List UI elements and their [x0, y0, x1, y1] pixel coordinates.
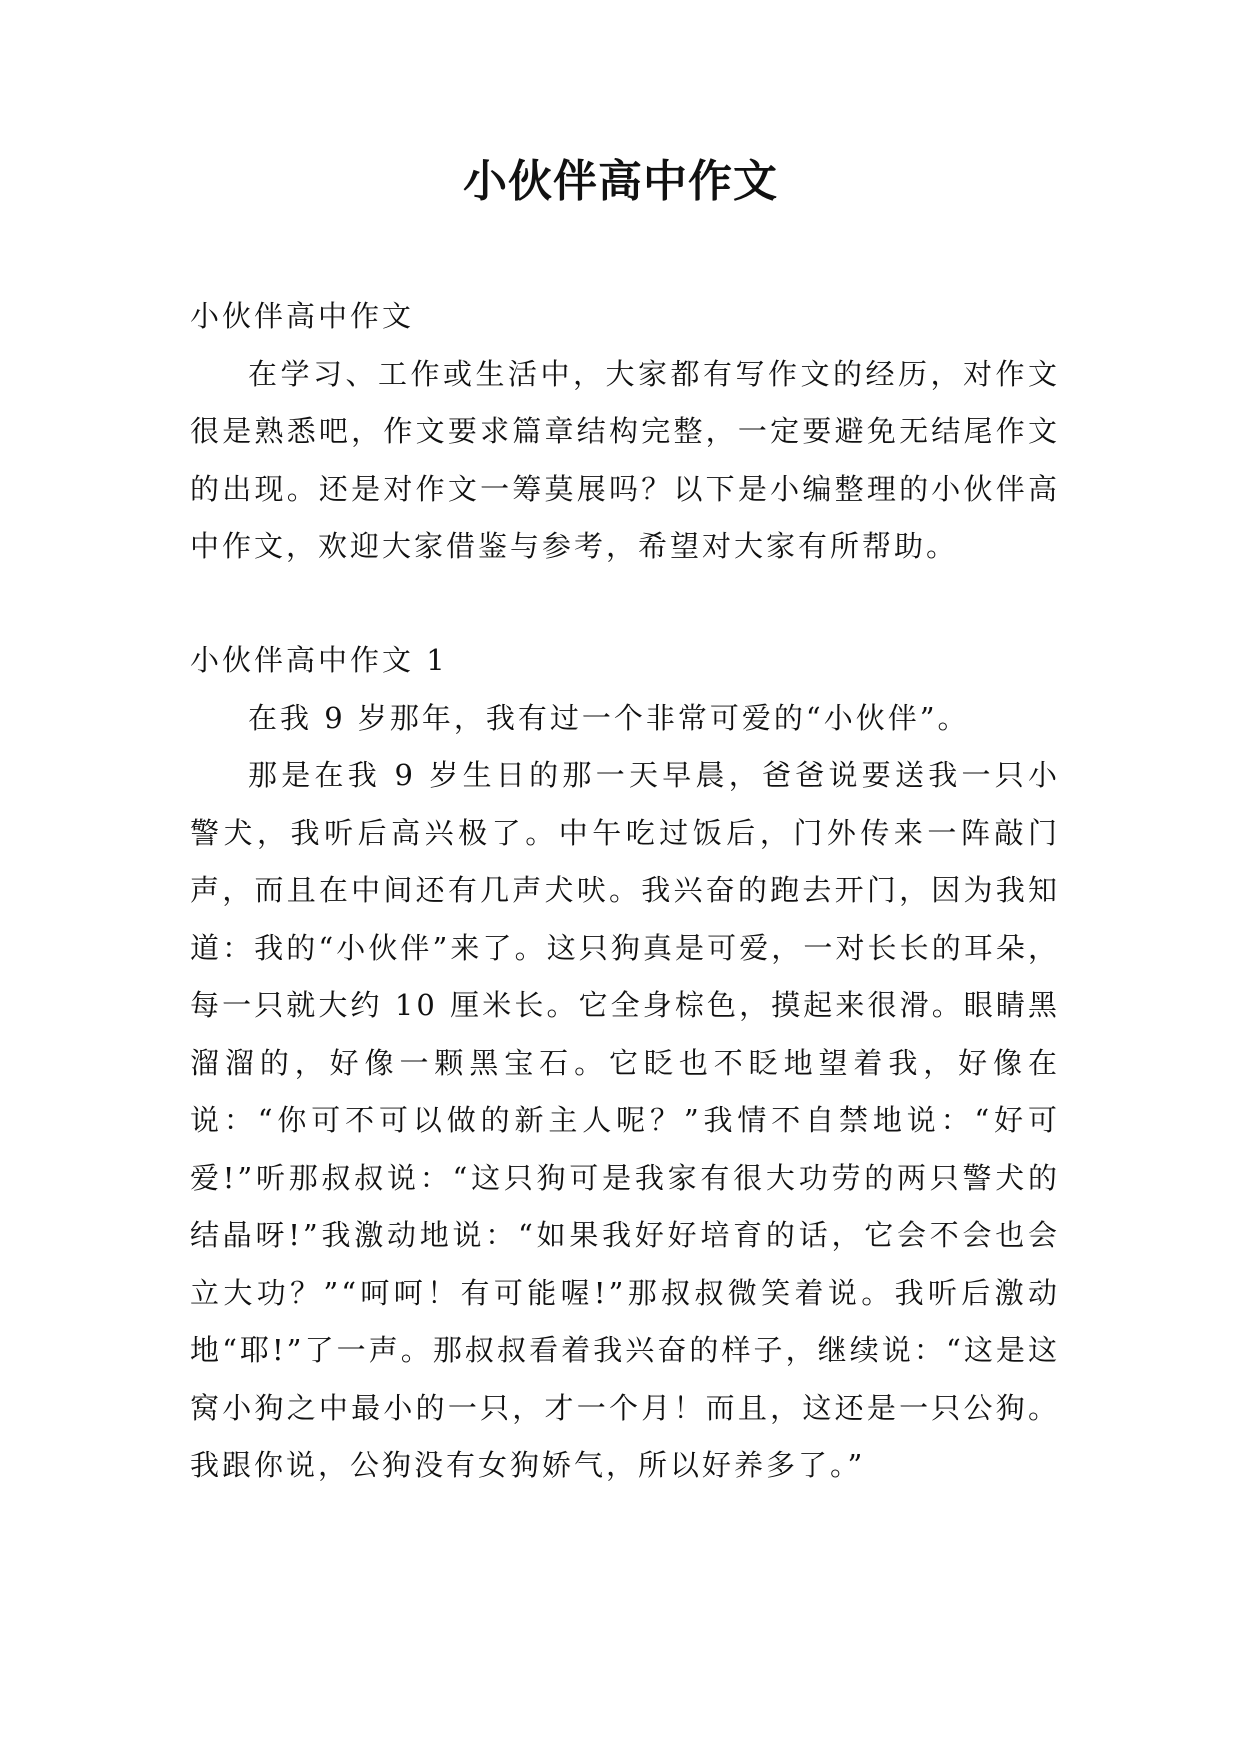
essay-heading: 小伙伴高中作文 1 — [190, 643, 448, 677]
essay-paragraph: 那是在我 9 岁生日的那一天早晨，爸爸说要送我一只小警犬，我听后高兴极了。中午吃过饭后，门外传来一阵敲门声，而且在中间还有几声犬吠。我兴奋的跑去开门，因为我知道：我的“小伙伴”来了。这只狗真是可爱，一对长长的耳朵，每一只就大约 10 厘米长。它全身棕色，摸起来很滑。眼睛黑溜溜的，好像一颗黑宝石。它眨也不眨地望着我，好像在说：“你可不可以做的新主人呢？”我情不自禁地说：“好可爱!”听那叔叔说：“这只狗可是我家有很大功劳的两只警犬的结晶呀!”我激动地说：“如果我好好培育的话，它会不会也会立大功？”“呵呵！有可能喔!”那叔叔微笑着说。我听后激动地“耶!”了一声。那叔叔看着我兴奋的样子，继续说：“这是这窝小狗之中最小的一只，才一个月！而且，这还是一只公狗。我跟你说，公狗没有女狗娇气，所以好养多了。” — [190, 758, 1060, 1482]
document-title: 小伙伴高中作文 — [463, 156, 778, 207]
essay-section — [190, 632, 1060, 1495]
intro-heading: 小伙伴高中作文 — [190, 299, 415, 333]
intro-section — [190, 288, 1060, 576]
essay-paragraph: 在我 9 岁那年，我有过一个非常可爱的“小伙伴”。 — [248, 700, 970, 735]
intro-paragraph: 在学习、工作或生活中，大家都有写作文的经历，对作文很是熟悉吧，作文要求篇章结构完整，一定要避免无结尾作文的出现。还是对作文一筹莫展吗？以下是小编整理的小伙伴高中作文，欢迎大家借鉴与参考，希望对大家有所帮助。 — [190, 356, 1060, 563]
